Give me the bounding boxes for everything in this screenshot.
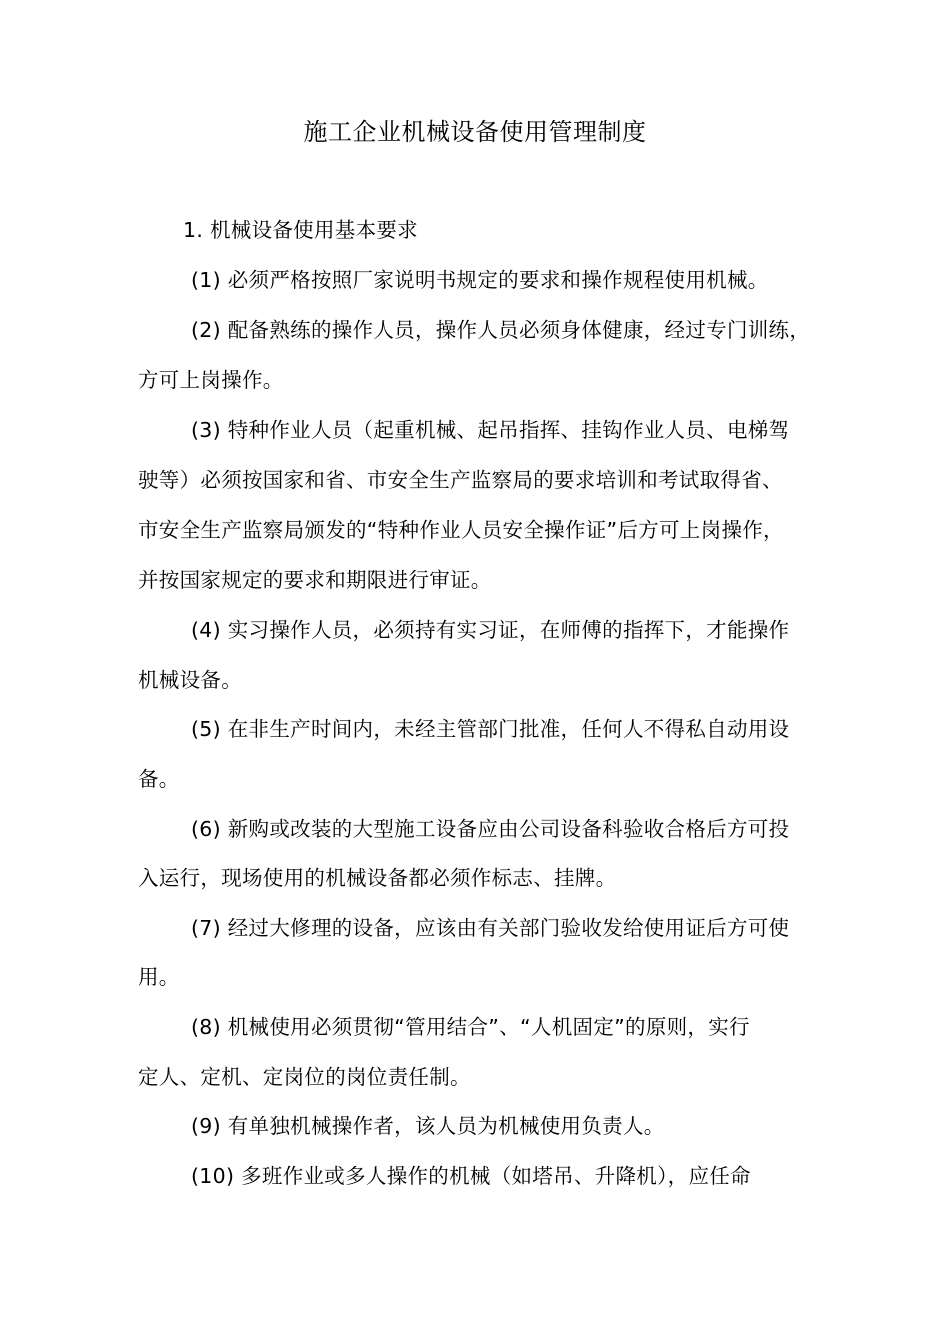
paragraph-3-line-4: 并按国家规定的要求和期限进行审证。 (138, 568, 492, 592)
paragraph-1-line-1: (1) 必须严格按照厂家说明书规定的要求和操作规程使用机械。 (191, 268, 769, 292)
paragraph-6-line-1: (6) 新购或改装的大型施工设备应由公司设备科验收合格后方可投 (191, 817, 790, 841)
paragraph-10-line-1: (10) 多班作业或多人操作的机械（如塔吊、升降机），应任命 (191, 1164, 751, 1188)
paragraph-2-line-1: (2) 配备熟练的操作人员，操作人员必须身体健康，经过专门训练， (191, 318, 811, 342)
paragraph-3-line-1: (3) 特种作业人员（起重机械、起吊指挥、挂钩作业人员、电梯驾 (191, 418, 790, 442)
section-heading: 1. 机械设备使用基本要求 (183, 218, 418, 242)
paragraph-7-line-1: (7) 经过大修理的设备，应该由有关部门验收发给使用证后方可使 (191, 916, 790, 940)
paragraph-7-line-2: 用。 (138, 965, 180, 989)
paragraph-9-line-1: (9) 有单独机械操作者，该人员为机械使用负责人。 (191, 1114, 665, 1138)
paragraph-5-line-1: (5) 在非生产时间内，未经主管部门批准，任何人不得私自动用设 (191, 717, 790, 741)
paragraph-8-line-2: 定人、定机、定岗位的岗位责任制。 (138, 1065, 471, 1089)
paragraph-6-line-2: 入运行，现场使用的机械设备都必须作标志、挂牌。 (138, 866, 617, 890)
paragraph-3-line-3: 市安全生产监察局颁发的“特种作业人员安全操作证”后方可上岗操作， (138, 518, 784, 542)
document-title: 施工企业机械设备使用管理制度 (303, 118, 647, 146)
paragraph-8-line-1: (8) 机械使用必须贯彻“管用结合”、“人机固定”的原则，实行 (191, 1015, 750, 1039)
paragraph-4-line-1: (4) 实习操作人员，必须持有实习证，在师傅的指挥下，才能操作 (191, 618, 790, 642)
paragraph-3-line-2: 驶等）必须按国家和省、市安全生产监察局的要求培训和考试取得省、 (138, 468, 783, 492)
paragraph-2-line-2: 方可上岗操作。 (138, 368, 284, 392)
paragraph-4-line-2: 机械设备。 (138, 668, 242, 692)
paragraph-5-line-2: 备。 (138, 767, 180, 791)
